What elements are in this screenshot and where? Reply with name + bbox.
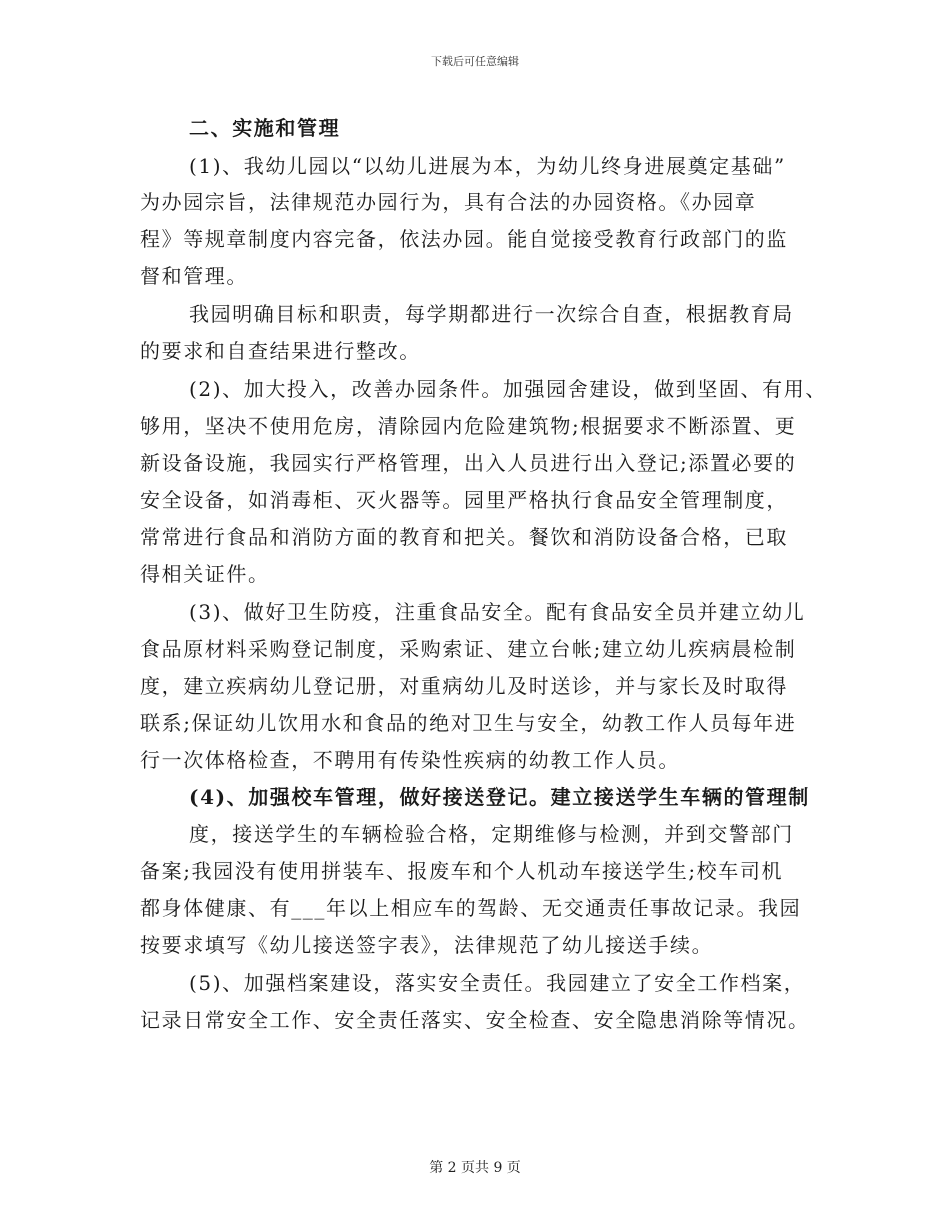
- paragraph-line: 都身体健康、有___年以上相应车的驾龄、无交通责任事故记录。我园: [140, 896, 802, 920]
- paragraph-line: 得相关证件。: [140, 562, 270, 586]
- paragraph-line: (4)、加强校车管理，做好接送登记。建立接送学生车辆的管理制: [189, 785, 810, 809]
- paragraph-line: 度，接送学生的车辆检验合格，定期维修与检测，并到交警部门: [189, 822, 794, 846]
- page-footer: 第 2 页共 9 页: [429, 1160, 521, 1176]
- paragraph-line: 备案;我园没有使用拼装车、报废车和个人机动车接送学生;校车司机: [140, 859, 784, 883]
- page-header: 下载后可任意编辑: [431, 55, 519, 68]
- paragraph-line: 联系;保证幼儿饮用水和食品的绝对卫生与安全，幼教工作人员每年进: [140, 711, 797, 735]
- paragraph-line: 为办园宗旨，法律规范办园行为，具有合法的办园资格。《办园章: [140, 190, 757, 214]
- section-heading: 二、实施和管理: [189, 116, 341, 140]
- paragraph-line: 食品原材料采购登记制度，采购索证、建立台帐;建立幼儿疾病晨检制: [140, 637, 797, 661]
- paragraph-line: 记录日常安全工作、安全责任落实、安全检查、安全隐患消除等情况。: [140, 1008, 810, 1032]
- paragraph-line: (1)、我幼儿园以“以幼儿进展为本，为幼儿终身进展奠定基础”: [189, 154, 786, 178]
- paragraph-line: 督和管理。: [140, 264, 248, 288]
- paragraph-line: 的要求和自查结果进行整改。: [140, 339, 421, 363]
- paragraph-line: 够用，坚决不使用危房，清除园内危险建筑物;根据要求不断添置、更: [140, 414, 797, 438]
- paragraph-line: 安全设备，如消毒柜、灭火器等。园里严格执行食品安全管理制度，: [140, 488, 788, 512]
- paragraph-line: 我园明确目标和职责，每学期都进行一次综合自查，根据教育局: [189, 302, 794, 326]
- paragraph-line: 常常进行食品和消防方面的教育和把关。餐饮和消防设备合格，已取: [140, 525, 788, 549]
- paragraph-line: 按要求填写《幼儿接送签字表》，法律规范了幼儿接送手续。: [140, 933, 714, 957]
- paragraph-line: (5)、加强档案建设，落实安全责任。我园建立了安全工作档案，: [189, 971, 806, 995]
- paragraph-line: (2)、加大投入，改善办园条件。加强园舍建设，做到坚固、有用、: [189, 377, 827, 401]
- paragraph-line: 度，建立疾病幼儿登记册，对重病幼儿及时送诊，并与家长及时取得: [140, 674, 788, 698]
- paragraph-line: 新设备设施，我园实行严格管理，出入人员进行出入登记;添置必要的: [140, 451, 797, 475]
- paragraph-line: 行一次体格检查，不聘用有传染性疾病的幼教工作人员。: [140, 748, 680, 772]
- paragraph-line: 程》等规章制度内容完备，依法办园。能自觉接受教育行政部门的监: [140, 227, 788, 251]
- paragraph-line: (3)、做好卫生防疫，注重食品安全。配有食品安全员并建立幼儿: [189, 600, 806, 624]
